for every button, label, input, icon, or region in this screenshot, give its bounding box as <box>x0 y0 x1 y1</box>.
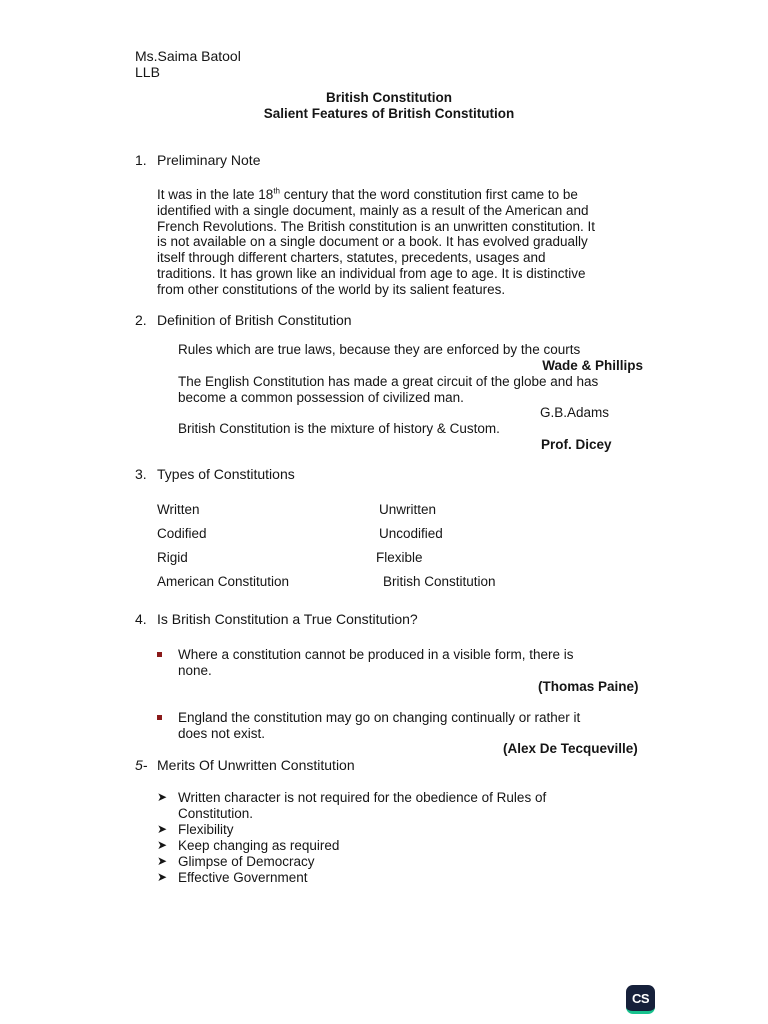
paragraph-line: identified with a single document, mainly as a result of the American and <box>157 202 589 218</box>
arrow-bullet-icon: ➤ <box>157 870 168 884</box>
section-3-heading <box>135 466 295 482</box>
bullet-text: England the constitution may go on changing continually or rather it <box>178 710 581 725</box>
section-1-heading <box>135 152 260 168</box>
section-2-heading <box>135 312 352 328</box>
quote-author: G.B.Adams <box>540 405 610 420</box>
arrow-bullet-icon: ➤ <box>157 838 168 852</box>
section-5-title: Merits Of Unwritten Constitution <box>157 757 355 773</box>
type-right: Unwritten <box>379 502 437 517</box>
section-3-number: 3. <box>135 466 147 482</box>
paragraph-line: from other constitutions of the world by its salient features. <box>157 281 506 297</box>
paragraph-line: traditions. It has grown like an individual from age to age. It is distinctive <box>157 265 586 281</box>
section-5-heading <box>135 757 355 773</box>
section-1-title: Preliminary Note <box>157 152 261 168</box>
type-right: Uncodified <box>379 526 443 541</box>
square-bullet-icon <box>157 652 162 657</box>
bullet-text: none. <box>178 662 212 678</box>
bullet-text: Written character is not required for the obedience of Rules of <box>178 790 547 805</box>
arrow-bullet-icon: ➤ <box>157 790 168 804</box>
bullet-text: Keep changing as required <box>178 838 340 853</box>
section-5-number: 5- <box>135 757 148 773</box>
definition-quote: become a common possession of civilized man. <box>178 390 464 405</box>
arrow-bullet-icon: ➤ <box>157 854 168 868</box>
arrow-bullet-icon: ➤ <box>157 822 168 836</box>
list-item <box>157 822 648 838</box>
bullet-text: Glimpse of Democracy <box>178 854 315 869</box>
list-item <box>157 870 648 886</box>
author-degree: LLB <box>135 64 160 80</box>
author-block <box>135 48 241 80</box>
paragraph-line: is not available on a single document or a book. It has evolved gradually <box>157 234 588 250</box>
type-left: Written <box>157 502 200 517</box>
bullet-text: does not exist. <box>178 725 266 741</box>
list-item <box>157 790 648 822</box>
definition-quote: Rules which are true laws, because they are enforced by the courts <box>178 342 581 357</box>
section-4-heading <box>135 611 418 627</box>
section-1-number: 1. <box>135 152 147 168</box>
section-2-title: Definition of British Constitution <box>157 312 352 328</box>
section-1-paragraph <box>157 187 647 298</box>
type-left: Rigid <box>157 550 188 565</box>
document-title: British Constitution <box>326 90 452 105</box>
quote-author: Prof. Dicey <box>541 437 612 452</box>
document-subtitle: Salient Features of British Constitution <box>263 106 515 121</box>
list-item <box>178 710 648 742</box>
quote-author: (Thomas Paine) <box>538 679 639 694</box>
superscript: th <box>273 186 280 196</box>
quote-author: Wade & Phillips <box>542 358 643 373</box>
paragraph-line: French Revolutions. The British constitution is an unwritten constitution. It <box>157 218 595 234</box>
type-right: Flexible <box>376 550 423 565</box>
list-item <box>178 647 648 679</box>
camscanner-logo: CS <box>626 985 655 1014</box>
paragraph-text: It was in the late 18 <box>157 187 274 202</box>
quote-author: (Alex De Tecqueville) <box>503 741 638 756</box>
bullet-text: Effective Government <box>178 870 308 885</box>
section-4-number: 4. <box>135 611 147 627</box>
definition-quote: British Constitution is the mixture of history & Custom. <box>178 421 500 436</box>
type-left: Codified <box>157 526 207 541</box>
paragraph-text: century that the word constitution first came to be <box>280 187 578 202</box>
section-3-title: Types of Constitutions <box>157 466 295 482</box>
bullet-text: Flexibility <box>178 822 234 837</box>
bullet-text: Constitution. <box>178 805 254 821</box>
list-item <box>157 854 648 870</box>
bullet-text: Where a constitution cannot be produced in a visible form, there is <box>178 647 574 662</box>
list-item <box>157 838 648 854</box>
section-2-number: 2. <box>135 312 147 328</box>
author-name: Ms.Saima Batool <box>135 48 241 64</box>
section-4-title: Is British Constitution a True Constitution? <box>157 611 418 627</box>
type-right: British Constitution <box>383 574 496 589</box>
definition-quote: The English Constitution has made a great circuit of the globe and has <box>178 374 599 389</box>
paragraph-line: itself through different charters, statutes, precedents, usages and <box>157 250 546 266</box>
square-bullet-icon <box>157 715 162 720</box>
paragraph-line <box>157 187 647 203</box>
type-left: American Constitution <box>157 574 290 589</box>
